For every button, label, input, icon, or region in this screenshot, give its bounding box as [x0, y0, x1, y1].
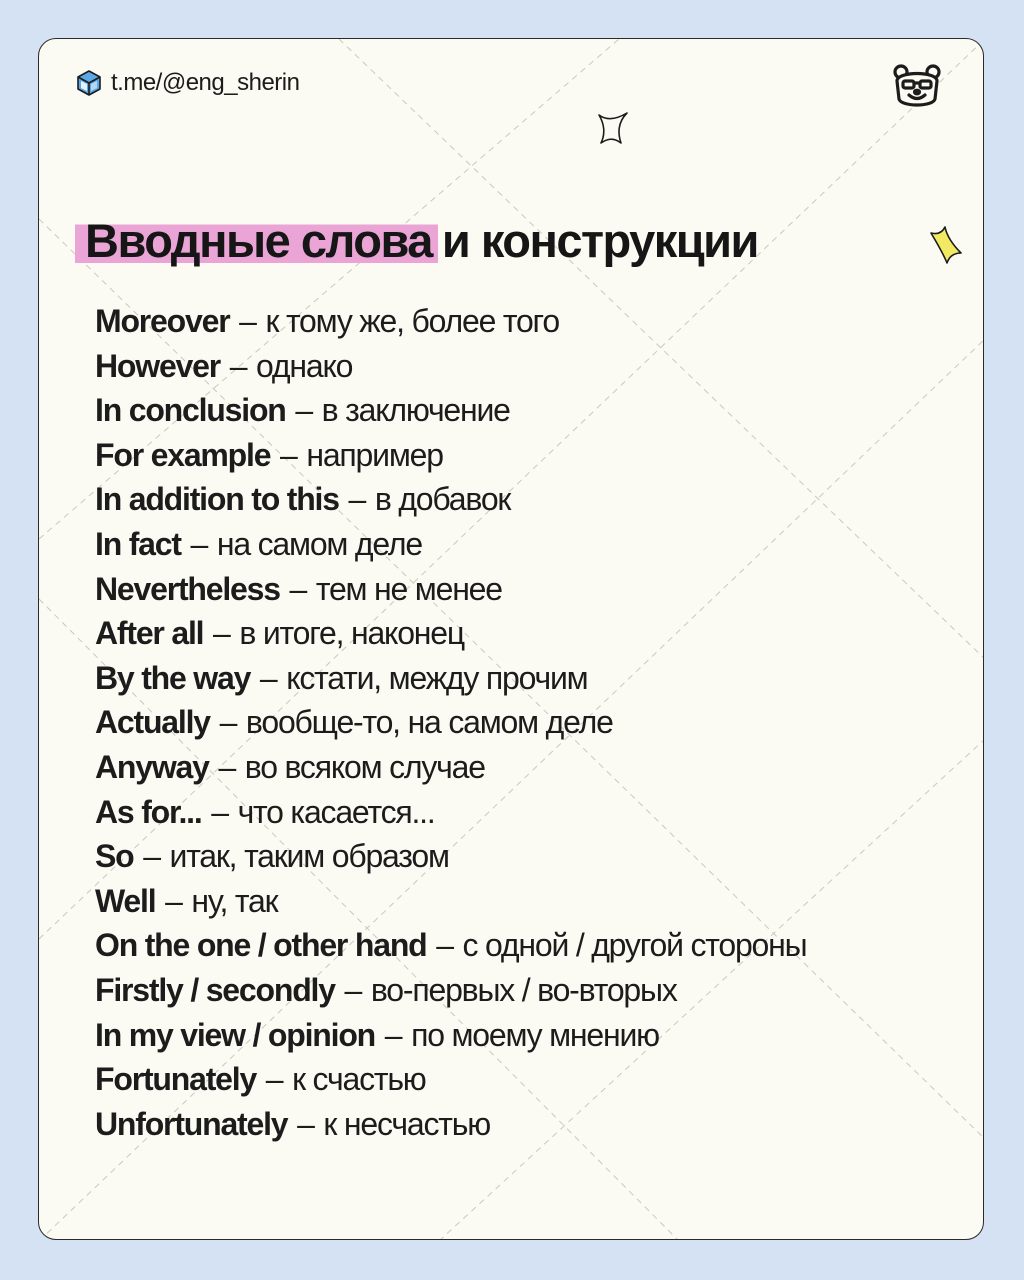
- phrase-english: In addition to this: [95, 481, 339, 518]
- list-item: [95, 968, 806, 1013]
- list-item: [95, 388, 806, 433]
- phrase-russian: в итоге, наконец: [239, 615, 464, 652]
- phrase-separator: –: [344, 971, 362, 1008]
- phrase-separator: –: [436, 927, 453, 964]
- phrase-russian: на самом деле: [216, 525, 422, 562]
- list-item: [95, 477, 806, 522]
- sparkle-yellow-icon: [925, 225, 965, 265]
- phrase-english: Well: [95, 882, 156, 919]
- telegram-cube-icon: [75, 69, 103, 97]
- phrase-english: On the one / other hand: [95, 927, 427, 964]
- phrase-separator: –: [295, 392, 312, 429]
- phrase-russian: кстати, между прочим: [286, 659, 588, 696]
- list-item: [95, 611, 806, 656]
- list-item: [95, 790, 806, 835]
- phrase-english: Actually: [95, 704, 210, 741]
- phrase-separator: –: [165, 882, 182, 919]
- phrase-english: Unfortunately: [95, 1105, 288, 1142]
- title-highlight: Вводные слова: [75, 214, 438, 267]
- phrase-russian: по моему мнению: [411, 1016, 659, 1053]
- phrase-list: [95, 299, 806, 1146]
- phrase-separator: –: [229, 347, 247, 384]
- phrase-russian: с одной / другой стороны: [462, 927, 807, 964]
- list-item: [95, 923, 806, 968]
- phrase-russian: тем не менее: [315, 570, 502, 607]
- phrase-russian: в добавок: [374, 481, 511, 518]
- phrase-separator: –: [211, 793, 228, 830]
- phrase-english: As for...: [95, 793, 202, 830]
- phrase-english: Firstly / secondly: [95, 971, 335, 1008]
- list-item: [95, 700, 806, 745]
- phrase-separator: –: [219, 704, 237, 741]
- phrase-english: For example: [95, 436, 271, 473]
- phrase-separator: –: [190, 525, 208, 562]
- phrase-english: Fortunately: [95, 1061, 257, 1098]
- list-item: [95, 745, 806, 790]
- phrase-russian: во всяком случае: [244, 748, 485, 785]
- title-rest: и конструкции: [441, 214, 758, 267]
- list-item: [95, 834, 806, 879]
- phrase-russian: например: [306, 436, 443, 473]
- phrase-russian: ну, так: [191, 882, 278, 919]
- phrase-russian: к тому же, более того: [265, 303, 559, 339]
- phrase-english: In conclusion: [95, 392, 286, 429]
- phrase-separator: –: [239, 303, 256, 339]
- list-item: [95, 1102, 806, 1147]
- phrase-english: In my view / opinion: [95, 1016, 376, 1053]
- phrase-english: However: [95, 347, 220, 384]
- phrase-separator: –: [348, 481, 366, 518]
- phrase-separator: –: [297, 1105, 314, 1142]
- phrase-separator: –: [265, 1061, 283, 1098]
- phrase-russian: вообще-то, на самом деле: [245, 704, 613, 741]
- telegram-link-text: t.me/@eng_sherin: [111, 69, 300, 96]
- list-item: [95, 1057, 806, 1102]
- list-item: [95, 433, 806, 478]
- phrase-english: In fact: [95, 525, 181, 562]
- phrase-russian: в заключение: [321, 392, 510, 429]
- phrase-separator: –: [143, 838, 160, 875]
- list-item: [95, 522, 806, 567]
- telegram-link[interactable]: [75, 69, 299, 97]
- bear-logo-icon: [889, 59, 945, 115]
- phrase-separator: –: [280, 436, 297, 473]
- phrase-russian: что касается...: [237, 793, 435, 830]
- phrase-english: Nevertheless: [95, 570, 280, 607]
- phrase-russian: к счастью: [292, 1061, 426, 1098]
- phrase-separator: –: [213, 615, 230, 652]
- list-item: [95, 299, 806, 344]
- phrase-separator: –: [218, 748, 236, 785]
- phrase-english: Moreover: [95, 303, 230, 339]
- list-item: [95, 879, 806, 924]
- page-title: [75, 211, 758, 271]
- list-item: [95, 1013, 806, 1058]
- list-item: [95, 567, 806, 612]
- phrase-separator: –: [289, 570, 307, 607]
- phrase-english: By the way: [95, 659, 251, 696]
- phrase-russian: итак, таким образом: [169, 838, 449, 875]
- phrase-separator: –: [259, 659, 277, 696]
- list-item: [95, 656, 806, 701]
- phrase-russian: во-первых / во-вторых: [370, 971, 677, 1008]
- phrase-russian: к несчастью: [323, 1105, 491, 1142]
- phrase-english: So: [95, 838, 134, 875]
- phrase-english: Anyway: [95, 748, 209, 785]
- phrase-separator: –: [384, 1016, 402, 1053]
- phrase-russian: однако: [256, 347, 353, 384]
- list-item: [95, 344, 806, 389]
- card: [38, 38, 984, 1240]
- phrase-english: After all: [95, 615, 204, 652]
- sparkle-outline-icon: [591, 109, 631, 149]
